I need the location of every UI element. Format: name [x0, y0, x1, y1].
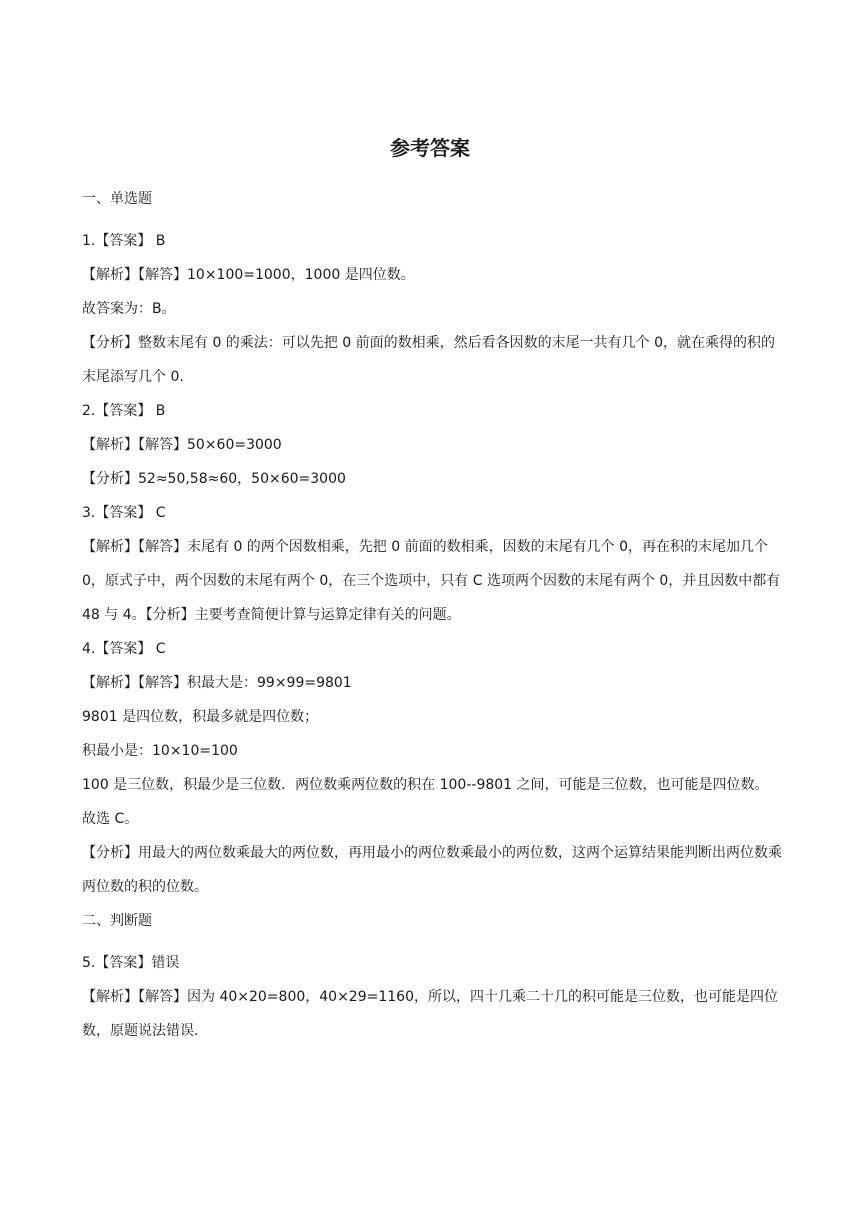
answer-line: 【分析】52≈50,58≈60，50×60=3000	[82, 471, 346, 487]
section-heading-true-false: 二、判断题	[82, 913, 152, 929]
answer-line: 故选 C。	[82, 811, 139, 827]
answer-line: 4.【答案】 C	[82, 641, 166, 657]
answer-line: 故答案为：B。	[82, 301, 176, 317]
answer-line: 【分析】整数末尾有 0 的乘法：可以先把 0 前面的数相乘，然后看各因数的末尾一共有几个 0，就在乘得的积的末尾添写几个 0.	[82, 335, 775, 385]
answer-line: 【解析】【解答】积最大是：99×99=9801	[82, 675, 352, 691]
answer-line: 3.【答案】 C	[82, 505, 166, 521]
answer-content	[82, 182, 782, 1048]
answer-line: 2.【答案】 B	[82, 403, 166, 419]
section-heading-single-choice: 一、单选题	[82, 191, 152, 207]
answer-line: 【分析】用最大的两位数乘最大的两位数，再用最小的两位数乘最小的两位数，这两个运算结果能判断出两位数乘两位数的积的位数。	[82, 845, 782, 895]
answer-line: 100 是三位数，积最少是三位数．两位数乘两位数的积在 100--9801 之间，可能是三位数，也可能是四位数。	[82, 777, 769, 793]
answer-line: 1.【答案】 B	[82, 233, 166, 249]
answer-line: 【解析】【解答】50×60=3000	[82, 437, 282, 453]
answer-line: 9801 是四位数，积最多就是四位数；	[82, 709, 319, 725]
answer-line: 积最小是：10×10=100	[82, 743, 238, 759]
answer-line: 5.【答案】错误	[82, 955, 180, 971]
page-title: 参考答案	[390, 136, 470, 160]
answer-line: 【解析】【解答】末尾有 0 的两个因数相乘，先把 0 前面的数相乘，因数的末尾有几个 0，再在积的末尾加几个 0，原式子中，两个因数的末尾有两个 0，在三个选项中，只有 C 选项两个因数的末尾有两个 0，并且因数中都有 48 与 4。【分析】主要考查简便计算与运算定律有关的问题。	[82, 539, 781, 623]
answer-line: 【解析】【解答】因为 40×20=800，40×29=1160，所以，四十几乘二十几的积可能是三位数，也可能是四位数，原题说法错误.	[82, 989, 778, 1039]
answer-line: 【解析】【解答】10×100=1000，1000 是四位数。	[82, 267, 415, 283]
